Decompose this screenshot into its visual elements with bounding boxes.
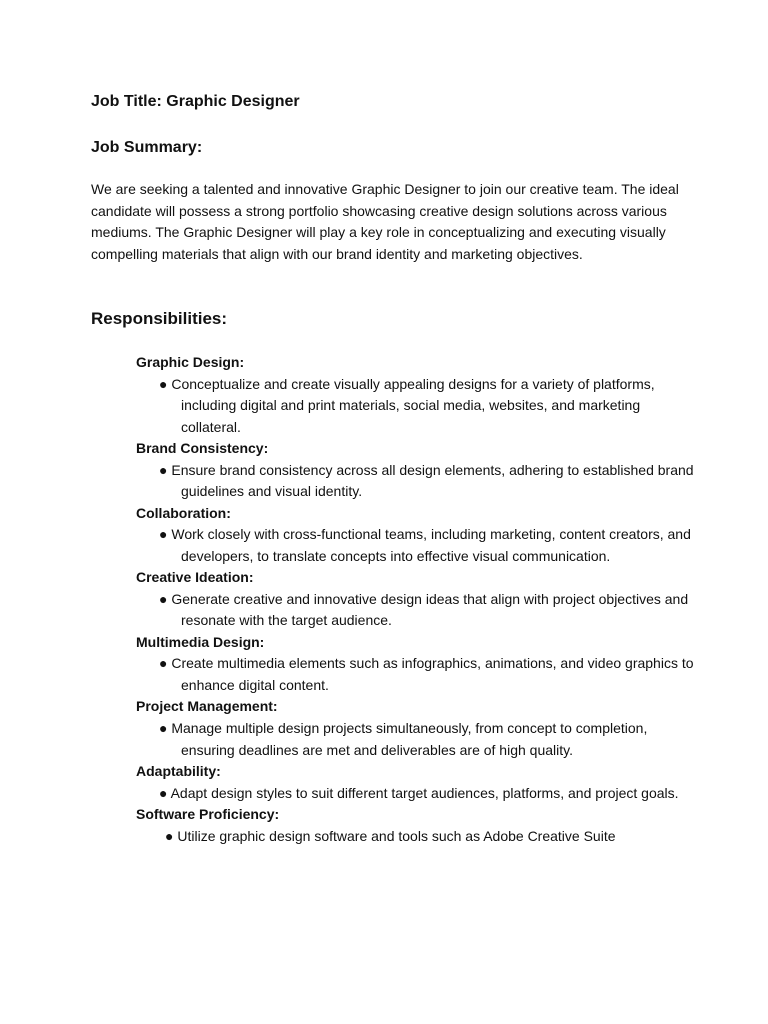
responsibility-text: Utilize graphic design software and tools such as Adobe Creative Suite [177,827,616,844]
responsibility-item-graphic-design [136,352,696,438]
responsibility-label: Collaboration: [136,504,231,521]
bullet-icon: ● [159,526,168,543]
responsibility-item-software-proficiency [136,804,696,847]
responsibility-bullet [136,589,696,632]
job-summary-heading: Job Summary: [91,139,203,156]
job-summary-text: We are seeking a talented and innovative Graphic Designer to join our creative team. The ideal candidate will possess a strong portfolio showcasing creative design solutions across various mediums. The Graphic Designer will play a key role in conceptualizing and executing visually compelling materials that align with our brand identity and marketing objectives. [91,181,679,262]
responsibilities-heading: Responsibilities: [91,309,228,328]
responsibility-label: Brand Consistency: [136,440,269,457]
responsibility-bullet [136,524,696,567]
responsibility-bullet [136,374,696,439]
responsibility-text: Generate creative and innovative design ideas that align with project objectives and resonate with the target audience. [171,590,689,629]
responsibilities-list [136,352,696,847]
bullet-icon: ● [159,655,168,672]
responsibility-bullet [136,718,696,761]
job-title: Job Title: Graphic Designer [91,93,300,110]
responsibility-text: Work closely with cross-functional teams, including marketing, content creators, and developers, to translate concepts into effective visual communication. [171,526,691,564]
bullet-icon: ● [159,720,168,737]
responsibility-bullet [136,783,696,805]
responsibility-text: Conceptualize and create visually appealing designs for a variety of platforms, including digital and print materials, social media, websites, and marketing collateral. [171,375,655,435]
responsibility-label: Project Management: [136,698,278,715]
responsibility-text: Adapt design styles to suit different target audiences, platforms, and project goals. [170,784,679,801]
bullet-icon: ● [159,590,168,607]
responsibility-text: Create multimedia elements such as infographics, animations, and video graphics to enhance digital content. [171,655,694,693]
responsibility-label: Adaptability: [136,763,221,780]
bullet-icon: ● [159,461,168,478]
responsibility-bullet [136,653,696,696]
responsibility-text: Ensure brand consistency across all design elements, adhering to established brand guidelines and visual identity. [171,461,694,500]
responsibility-text: Manage multiple design projects simultaneously, from concept to completion, ensuring deadlines are met and deliverables are of high quality. [171,720,648,758]
responsibility-item-collaboration [136,503,696,568]
responsibility-label: Creative Ideation: [136,569,254,586]
responsibility-item-brand-consistency [136,438,696,503]
responsibility-item-project-management [136,696,696,761]
responsibility-item-multimedia-design [136,632,696,697]
responsibility-item-adaptability [136,761,696,804]
bullet-icon: ● [159,784,168,801]
responsibility-bullet [136,460,696,503]
responsibility-label: Software Proficiency: [136,806,280,823]
responsibility-label: Multimedia Design: [136,633,265,650]
bullet-icon: ● [165,827,174,844]
responsibility-label: Graphic Design: [136,354,245,370]
bullet-icon: ● [159,375,168,392]
responsibility-item-creative-ideation [136,567,696,632]
responsibility-bullet [136,826,696,848]
